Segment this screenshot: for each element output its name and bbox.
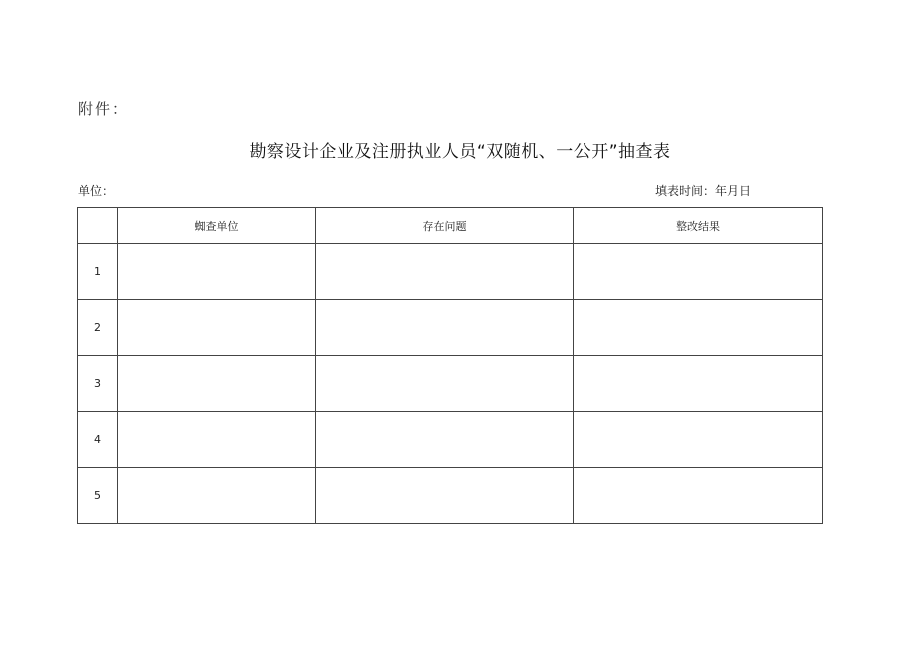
result-cell[interactable] (574, 356, 823, 412)
inspection-table (77, 207, 823, 524)
header-existing-issues: 存在问题 (316, 208, 574, 244)
table-row (78, 468, 823, 524)
inspected-unit-cell[interactable] (118, 412, 316, 468)
unit-label: 单位： (78, 184, 115, 198)
table-row (78, 412, 823, 468)
row-number: 4 (78, 412, 118, 468)
row-number: 2 (78, 300, 118, 356)
header-inspected-unit: 蜘查单位 (118, 208, 316, 244)
table-row (78, 300, 823, 356)
inspected-unit-cell[interactable] (118, 356, 316, 412)
row-number: 5 (78, 468, 118, 524)
issues-cell[interactable] (316, 468, 574, 524)
issues-cell[interactable] (316, 412, 574, 468)
inspected-unit-cell[interactable] (118, 244, 316, 300)
header-rectification-result: 整改结果 (574, 208, 823, 244)
fill-time-label: 填表时间：年月日 (655, 184, 752, 198)
result-cell[interactable] (574, 300, 823, 356)
table-row (78, 356, 823, 412)
result-cell[interactable] (574, 468, 823, 524)
issues-cell[interactable] (316, 300, 574, 356)
inspected-unit-cell[interactable] (118, 468, 316, 524)
row-number: 3 (78, 356, 118, 412)
attachment-label: 附件： (78, 100, 130, 118)
header-index (78, 208, 118, 244)
table-header-row (78, 208, 823, 244)
page-title: 勘察设计企业及注册执业人员“双随机、一公开”抽查表 (249, 142, 671, 162)
issues-cell[interactable] (316, 244, 574, 300)
row-number: 1 (78, 244, 118, 300)
inspected-unit-cell[interactable] (118, 300, 316, 356)
table-row (78, 244, 823, 300)
issues-cell[interactable] (316, 356, 574, 412)
result-cell[interactable] (574, 244, 823, 300)
result-cell[interactable] (574, 412, 823, 468)
